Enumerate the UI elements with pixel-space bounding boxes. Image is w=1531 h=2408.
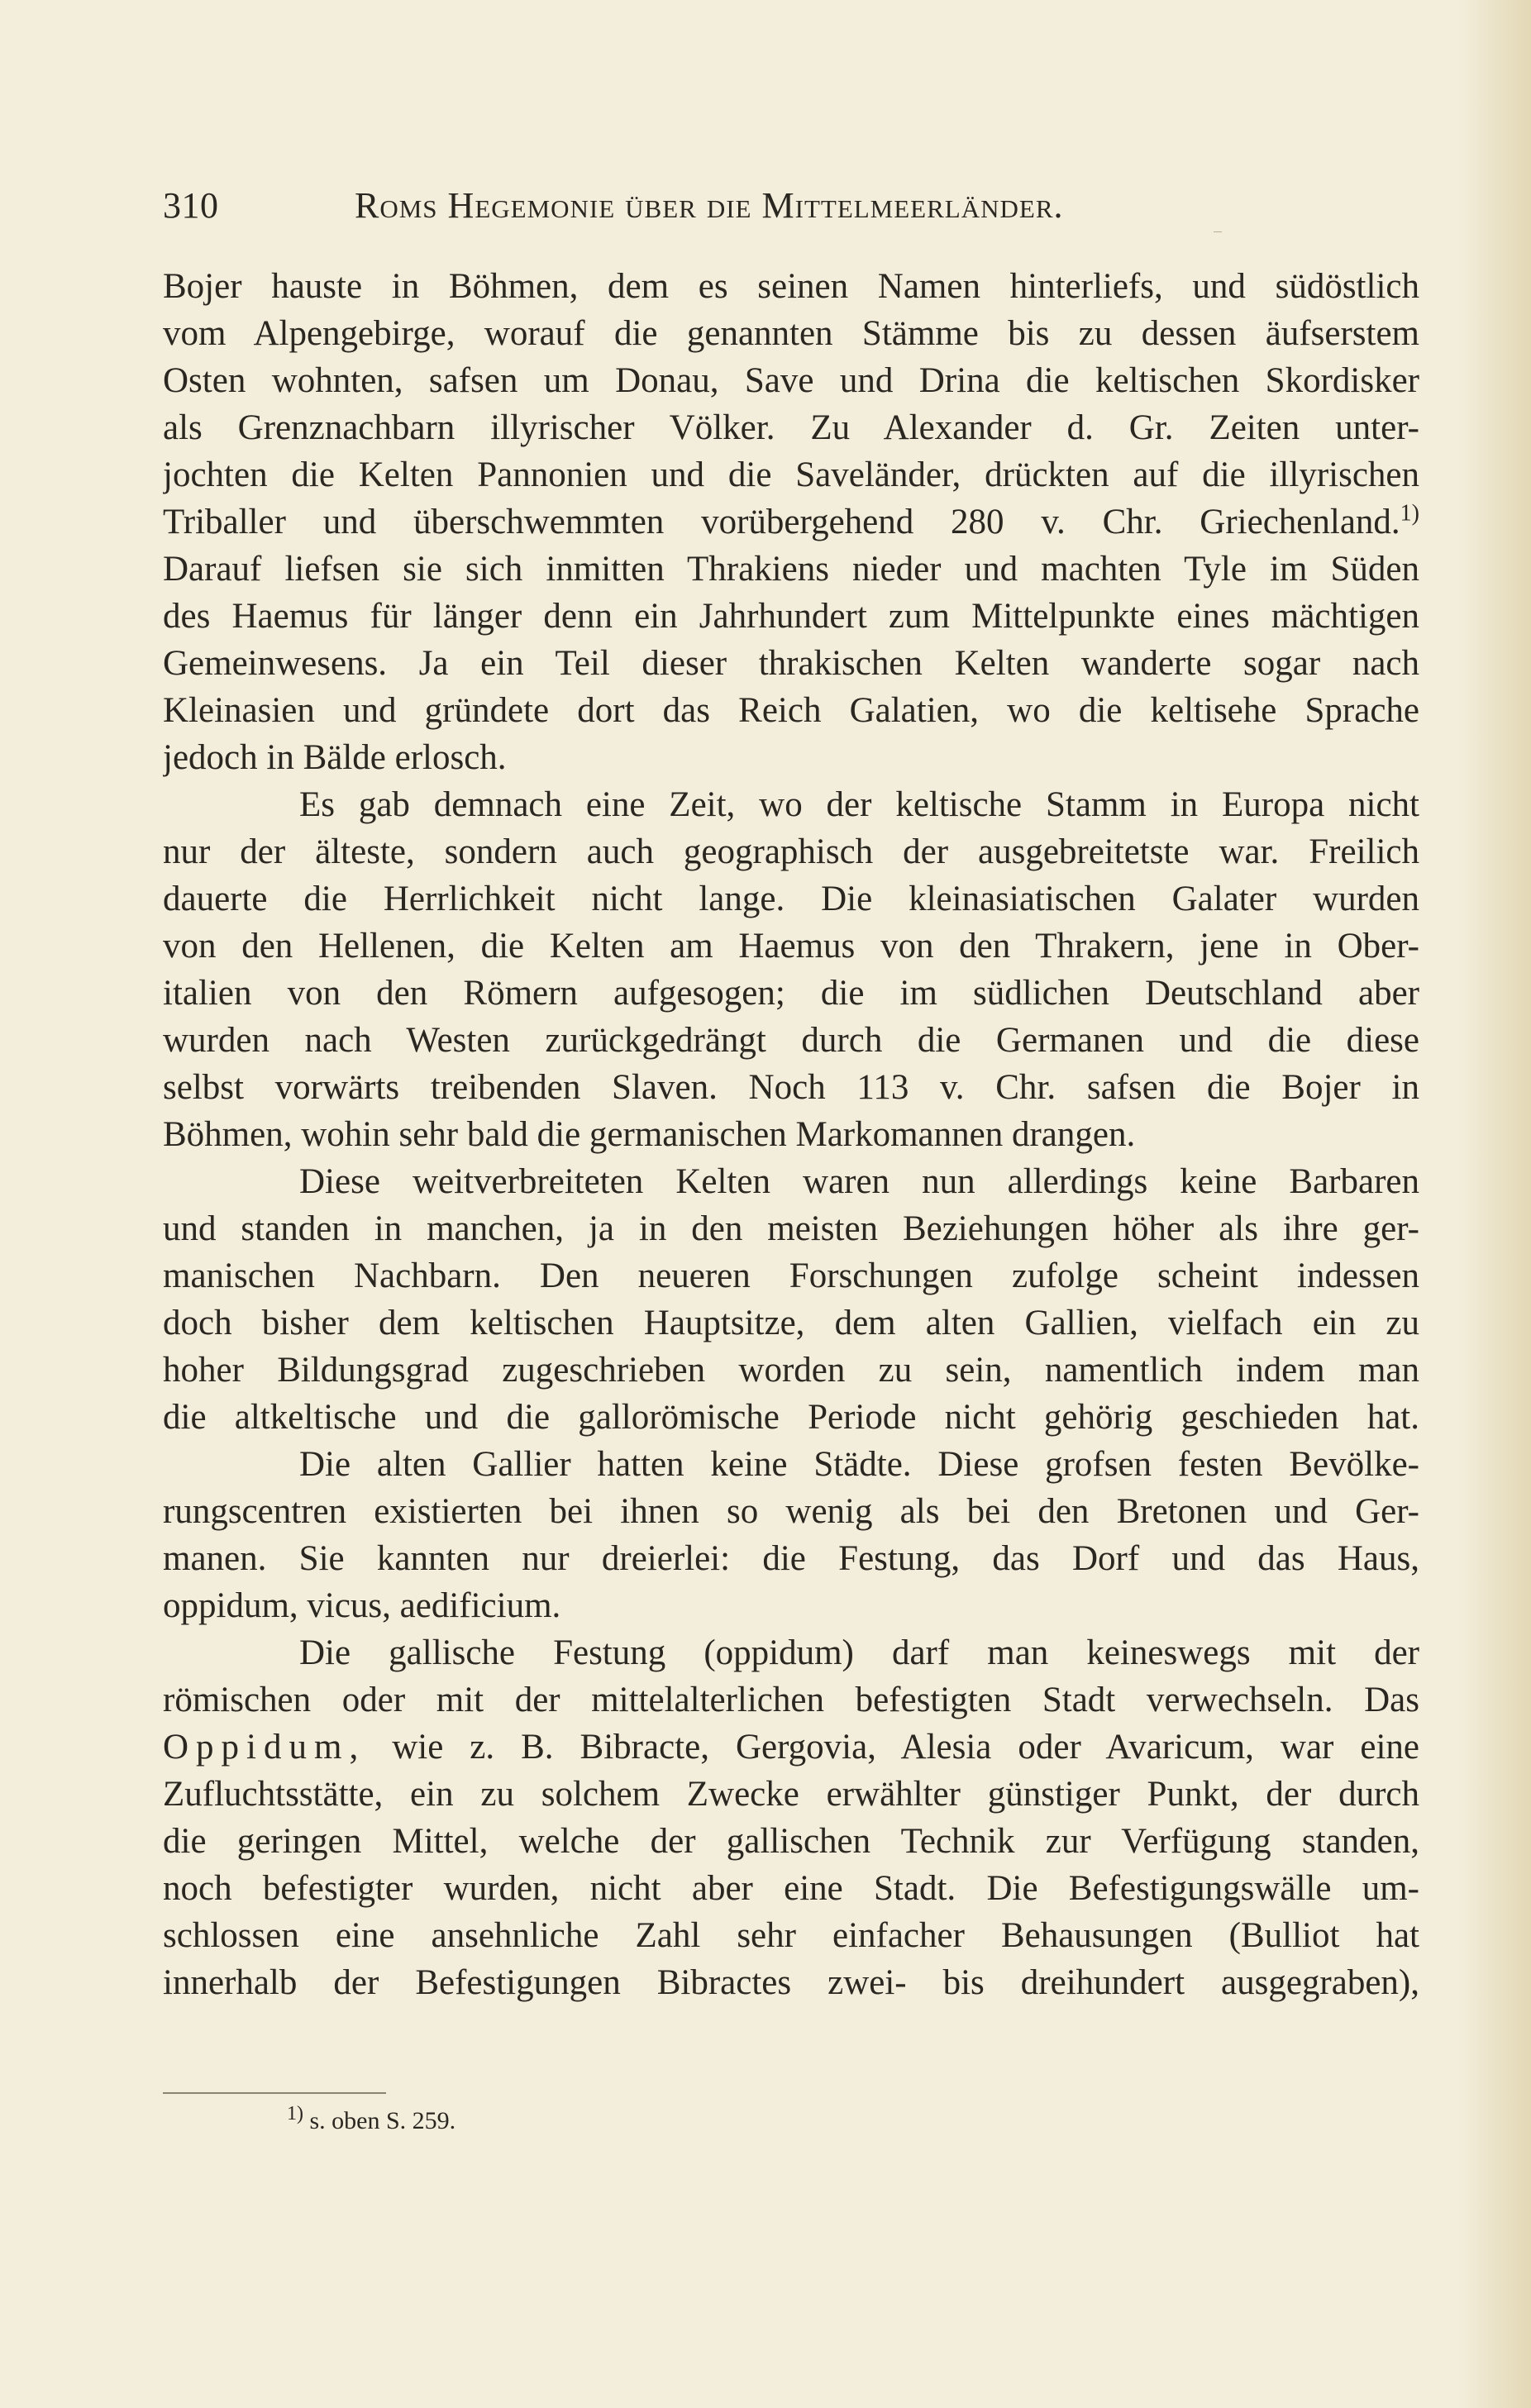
page-number: 310 [163,185,219,226]
text-line: rungscentren existierten bei ihnen so wenig als bei den Bretonen und Ger- [163,1492,1419,1531]
emphasized-word: Oppidum, [163,1728,366,1767]
text-line-content: Triballer und überschwemmten vorübergehend 280 v. Chr. Griechenland. [163,503,1400,541]
page-header [163,184,1386,242]
text-line: Die gallische Festung (oppidum) darf man keineswegs mit der [299,1633,1419,1672]
text-line-with-footnote [163,498,1419,546]
footnote [287,2105,455,2138]
text-line: jedoch in Bälde erlosch. [163,738,507,777]
footnote-reference: 1) [1400,500,1419,527]
text-line: Bojer hauste in Böhmen, dem es seinen Namen hinterliefs, und südöstlich [163,267,1419,306]
text-line: noch befestigter wurden, nicht aber eine Stadt. Die Befestigungswälle um- [163,1869,1419,1908]
text-line: selbst vorwärts treibenden Slaven. Noch 113 v. Chr. safsen die Bojer in [163,1068,1419,1107]
page-edge-shadow [1457,0,1531,2408]
footnote-divider [163,2092,386,2094]
text-line: Kleinasien und gründete dort das Reich Galatien, wo die keltisehe Sprache [163,691,1419,730]
text-line: doch bisher dem keltischen Hauptsitze, dem alten Gallien, vielfach ein zu [163,1304,1419,1342]
text-line: vom Alpengebirge, worauf die genannten Stämme bis zu dessen äufserstem [163,314,1419,353]
text-line-content: wie z. B. Bibracte, Gergovia, Alesia oder Avaricum, war eine [392,1728,1419,1767]
text-line: nur der älteste, sondern auch geographisch der ausgebreitetste war. Freilich [163,832,1419,871]
footnote-text: s. oben S. 259. [309,2107,456,2134]
text-line: Osten wohnten, safsen um Donau, Save und Drina die keltischen Skordisker [163,361,1419,400]
text-line: die altkeltische und die gallorömische Periode nicht gehörig geschieden hat. [163,1398,1419,1437]
text-line: römischen oder mit der mittelalterlichen befestigten Stadt verwechseln. Das [163,1681,1419,1719]
text-line: Böhmen, wohin sehr bald die germanischen Markomannen drangen. [163,1115,1136,1154]
text-line: manen. Sie kannten nur dreierlei: die Festung, das Dorf und das Haus, [163,1539,1419,1578]
text-line: schlossen eine ansehnliche Zahl sehr einfacher Behausungen (Bulliot hat [163,1916,1419,1955]
body-text [163,263,1419,2006]
header-mark [1214,231,1222,232]
text-line: Darauf liefsen sie sich inmitten Thrakiens nieder und machten Tyle im Süden [163,550,1419,589]
running-title: Roms Hegemonie über die Mittelmeerländer. [355,185,1064,226]
text-line: Diese weitverbreiteten Kelten waren nun allerdings keine Barbaren [299,1162,1419,1201]
text-line: Die alten Gallier hatten keine Städte. Diese grofsen festen Bevölke- [299,1445,1419,1484]
text-line: Zufluchtsstätte, ein zu solchem Zwecke erwählter günstiger Punkt, der durch [163,1775,1419,1814]
text-line: italien von den Römern aufgesogen; die im südlichen Deutschland aber [163,974,1419,1013]
text-line: von den Hellenen, die Kelten am Haemus von den Thrakern, jene in Ober- [163,927,1419,966]
text-line-with-emphasis [163,1724,1419,1771]
text-line: dauerte die Herrlichkeit nicht lange. Die kleinasiatischen Galater wurden [163,880,1419,918]
text-line: wurden nach Westen zurückgedrängt durch die Germanen und die diese [163,1021,1419,1060]
text-line: manischen Nachbarn. Den neueren Forschungen zufolge scheint indessen [163,1256,1419,1295]
text-line: innerhalb der Befestigungen Bibractes zwei- bis dreihundert ausgegraben), [163,1963,1419,2002]
text-line: oppidum, vicus, aedificium. [163,1586,561,1625]
text-line: Gemeinwesens. Ja ein Teil dieser thrakischen Kelten wanderte sogar nach [163,644,1419,683]
text-line: die geringen Mittel, welche der gallischen Technik zur Verfügung standen, [163,1822,1419,1861]
text-line: als Grenznachbarn illyrischer Völker. Zu Alexander d. Gr. Zeiten unter- [163,408,1419,447]
text-line: Es gab demnach eine Zeit, wo der keltische Stamm in Europa nicht [299,785,1419,824]
text-line: des Haemus für länger denn ein Jahrhundert zum Mittelpunkte eines mächtigen [163,597,1419,636]
text-line: hoher Bildungsgrad zugeschrieben worden zu sein, namentlich indem man [163,1351,1419,1390]
footnote-marker: 1) [287,2103,303,2124]
text-line: jochten die Kelten Pannonien und die Saveländer, drückten auf die illyrischen [163,455,1419,494]
text-line: und standen in manchen, ja in den meisten Beziehungen höher als ihre ger- [163,1209,1419,1248]
